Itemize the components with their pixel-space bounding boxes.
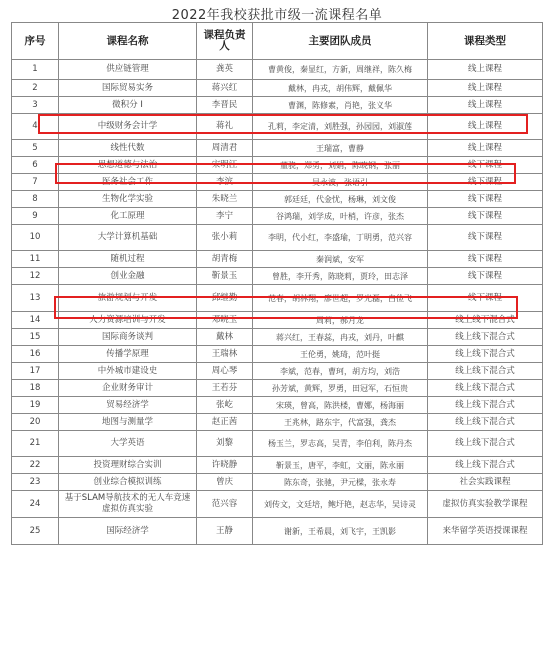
row-number-cell: 16 [12, 346, 59, 363]
team-members-cell: 李明，代小红，李盛瑜，丁明勇，范兴容 [253, 225, 428, 251]
course-name-cell: 地图与测量学 [59, 414, 197, 431]
header-course-name: 课程名称 [59, 23, 197, 60]
team-members-cell: 王伦勇，姚琦，范叶挺 [253, 346, 428, 363]
team-members-cell: 周莉，郝月龙 [253, 312, 428, 329]
table-row [12, 329, 543, 346]
row-number-cell: 6 [12, 157, 59, 174]
course-type-cell: 线上线下混合式 [428, 312, 543, 329]
course-name-cell: 人力资源培训与开发 [59, 312, 197, 329]
team-members-cell: 曹渊，陈修素，肖艳，张义华 [253, 97, 428, 114]
table-row [12, 225, 543, 251]
row-number-cell: 17 [12, 363, 59, 380]
row-number-cell: 21 [12, 431, 59, 457]
team-members-cell: 陈东奇，张驰，尹元樑，张永寿 [253, 474, 428, 491]
course-name-cell: 随机过程 [59, 251, 197, 268]
table-row [12, 491, 543, 518]
table-row [12, 208, 543, 225]
course-name-cell: 中外城市建设史 [59, 363, 197, 380]
row-number-cell: 9 [12, 208, 59, 225]
course-lead-cell: 王若芬 [197, 380, 253, 397]
course-lead-cell: 周心琴 [197, 363, 253, 380]
course-lead-cell: 邓晓玉 [197, 312, 253, 329]
course-lead-cell: 刘黎 [197, 431, 253, 457]
course-lead-cell: 蒋礼 [197, 114, 253, 140]
course-name-cell: 企业财务审计 [59, 380, 197, 397]
team-members-cell: 曹黄俊，秦显红，方新，周继祥，陈久梅 [253, 60, 428, 80]
course-type-cell: 虚拟仿真实验教学课程 [428, 491, 543, 518]
course-type-cell: 线下课程 [428, 251, 543, 268]
row-number-cell: 1 [12, 60, 59, 80]
team-members-cell: 孙芳斌，黄辉，罗勇，田冠军，石恒贵 [253, 380, 428, 397]
team-members-cell: 谷鸿瑞，刘学成，叶梢，许彦，张杰 [253, 208, 428, 225]
course-name-cell: 国际贸易实务 [59, 80, 197, 97]
course-name-cell: 供应链管理 [59, 60, 197, 80]
table-row [12, 380, 543, 397]
course-lead-cell: 赵正茜 [197, 414, 253, 431]
row-number-cell: 13 [12, 285, 59, 312]
course-lead-cell: 蒋兴红 [197, 80, 253, 97]
course-lead-cell: 李宁 [197, 208, 253, 225]
course-type-cell: 线上课程 [428, 140, 543, 157]
course-lead-cell: 龚英 [197, 60, 253, 80]
team-members-cell: 孔莉，李定清，刘胜强，孙园园，刘淑莲 [253, 114, 428, 140]
course-name-cell: 传播学原理 [59, 346, 197, 363]
table-row [12, 97, 543, 114]
course-name-cell: 中级财务会计学 [59, 114, 197, 140]
row-number-cell: 19 [12, 397, 59, 414]
table-row [12, 191, 543, 208]
table-row [12, 60, 543, 80]
row-number-cell: 2 [12, 80, 59, 97]
course-type-cell: 线下课程 [428, 208, 543, 225]
course-lead-cell: 张小莉 [197, 225, 253, 251]
row-number-cell: 15 [12, 329, 59, 346]
course-lead-cell: 张屹 [197, 397, 253, 414]
course-type-cell: 线上课程 [428, 114, 543, 140]
course-name-cell: 生物化学实验 [59, 191, 197, 208]
course-type-cell: 线上线下混合式 [428, 431, 543, 457]
course-lead-cell: 许晓静 [197, 457, 253, 474]
course-name-cell: 投资理财综合实训 [59, 457, 197, 474]
course-type-cell: 线下课程 [428, 225, 543, 251]
table-row [12, 457, 543, 474]
row-number-cell: 5 [12, 140, 59, 157]
course-type-cell: 线下课程 [428, 191, 543, 208]
team-members-cell: 靳景玉，唐平，李虹，文丽，陈永丽 [253, 457, 428, 474]
course-type-cell: 线下课程 [428, 285, 543, 312]
team-members-cell: 宋瑛，曾高，陈洪楼，曹娜，杨海丽 [253, 397, 428, 414]
team-members-cell: 郭廷廷，代金忧，杨琳，刘文俊 [253, 191, 428, 208]
course-type-cell: 线上线下混合式 [428, 380, 543, 397]
team-members-cell: 董骁，郑勇，刘娟，陈晓钢，张丽 [253, 157, 428, 174]
course-name-cell: 化工原理 [59, 208, 197, 225]
course-name-cell: 创业综合模拟训练 [59, 474, 197, 491]
table-row [12, 414, 543, 431]
course-lead-cell: 李晋民 [197, 97, 253, 114]
course-lead-cell: 靳景玉 [197, 268, 253, 285]
course-type-cell: 线上线下混合式 [428, 397, 543, 414]
course-name-cell: 思想道德与法治 [59, 157, 197, 174]
header-lead: 课程负责人 [197, 23, 253, 60]
team-members-cell: 蒋兴红，王春蕊，冉戎，刘丹，叶麒 [253, 329, 428, 346]
course-name-cell: 微积分 I [59, 97, 197, 114]
course-lead-cell: 邱继勤 [197, 285, 253, 312]
course-lead-cell: 范兴容 [197, 491, 253, 518]
highlight-box-row-5 [55, 163, 516, 184]
course-type-cell: 线上线下混合式 [428, 363, 543, 380]
course-lead-cell: 戴林 [197, 329, 253, 346]
row-number-cell: 11 [12, 251, 59, 268]
table-row [12, 80, 543, 97]
course-type-cell: 社会实践课程 [428, 474, 543, 491]
course-name-cell: 国际经济学 [59, 518, 197, 545]
table-row [12, 397, 543, 414]
course-name-cell: 线性代数 [59, 140, 197, 157]
team-members-cell: 李斌，范春，曹珂，胡方均，刘浩 [253, 363, 428, 380]
course-type-cell: 线上课程 [428, 80, 543, 97]
highlight-box-row-3 [38, 114, 528, 134]
course-lead-cell: 曾庆 [197, 474, 253, 491]
course-type-cell: 线上课程 [428, 60, 543, 80]
course-name-cell: 大学英语 [59, 431, 197, 457]
course-lead-cell: 胡青梅 [197, 251, 253, 268]
row-number-cell: 8 [12, 191, 59, 208]
course-lead-cell: 周清君 [197, 140, 253, 157]
team-members-cell: 谢新，王希晨，刘飞宇，王凯影 [253, 518, 428, 545]
course-type-cell: 来华留学英语授课课程 [428, 518, 543, 545]
course-name-cell: 国际商务谈判 [59, 329, 197, 346]
team-members-cell: 吴永波，张语引 [253, 174, 428, 191]
row-number-cell: 22 [12, 457, 59, 474]
course-lead-cell: 宋明江 [197, 157, 253, 174]
course-type-cell: 线下课程 [428, 157, 543, 174]
course-name-cell: 医务社会工作 [59, 174, 197, 191]
course-type-cell: 线下课程 [428, 268, 543, 285]
table-row [12, 268, 543, 285]
course-name-cell: 创业金融 [59, 268, 197, 285]
course-lead-cell: 王静 [197, 518, 253, 545]
team-members-cell: 秦润斌，安军 [253, 251, 428, 268]
document-title: 2022年我校获批市级一流课程名单 [171, 8, 383, 23]
team-members-cell: 王兆林，路东宇，代富强，龚杰 [253, 414, 428, 431]
table-row [12, 346, 543, 363]
row-number-cell: 12 [12, 268, 59, 285]
row-number-cell: 10 [12, 225, 59, 251]
course-type-cell: 线上线下混合式 [428, 457, 543, 474]
team-members-cell: 戴林，冉戎，胡伟辉，戴佩华 [253, 80, 428, 97]
team-members-cell: 杨玉兰，罗志高，吴青，李伯利，陈丹杰 [253, 431, 428, 457]
row-number-cell: 18 [12, 380, 59, 397]
course-type-cell: 线上线下混合式 [428, 414, 543, 431]
row-number-cell: 4 [12, 114, 59, 140]
team-members-cell: 王瑞富，曹静 [253, 140, 428, 157]
course-table [11, 22, 543, 545]
row-number-cell: 14 [12, 312, 59, 329]
table-row [12, 140, 543, 157]
row-number-cell: 25 [12, 518, 59, 545]
course-type-cell: 线下课程 [428, 174, 543, 191]
course-name-cell: 旅游规划与开发 [59, 285, 197, 312]
row-number-cell: 24 [12, 491, 59, 518]
course-lead-cell: 李滨 [197, 174, 253, 191]
row-number-cell: 23 [12, 474, 59, 491]
table-row [12, 518, 543, 545]
header-no: 序号 [12, 23, 59, 60]
course-type-cell: 线上线下混合式 [428, 329, 543, 346]
row-number-cell: 20 [12, 414, 59, 431]
row-number-cell: 7 [12, 174, 59, 191]
table-row [12, 474, 543, 491]
course-type-cell: 线上课程 [428, 97, 543, 114]
header-type: 课程类型 [428, 23, 543, 60]
team-members-cell: 刘传文，文廷培，鲍圩艳，赵志华，吴诗灵 [253, 491, 428, 518]
team-members-cell: 曾胜，李开秀，陈晓莉，贾玲，田志泽 [253, 268, 428, 285]
course-type-cell: 线上线下混合式 [428, 346, 543, 363]
highlight-box-row-11 [54, 296, 518, 319]
row-number-cell: 3 [12, 97, 59, 114]
table-row [12, 363, 543, 380]
table-row [12, 251, 543, 268]
course-lead-cell: 朱晓兰 [197, 191, 253, 208]
team-members-cell: 范春，胡林翔，廖世超，罗光磊，白俭飞 [253, 285, 428, 312]
course-lead-cell: 王瑞林 [197, 346, 253, 363]
course-name-cell: 贸易经济学 [59, 397, 197, 414]
course-name-cell: 基于SLAM导航技术的无人车竞速虚拟仿真实验 [59, 491, 197, 518]
course-name-cell: 大学计算机基础 [59, 225, 197, 251]
table-header-row [12, 23, 543, 60]
table-row [12, 431, 543, 457]
header-team: 主要团队成员 [253, 23, 428, 60]
